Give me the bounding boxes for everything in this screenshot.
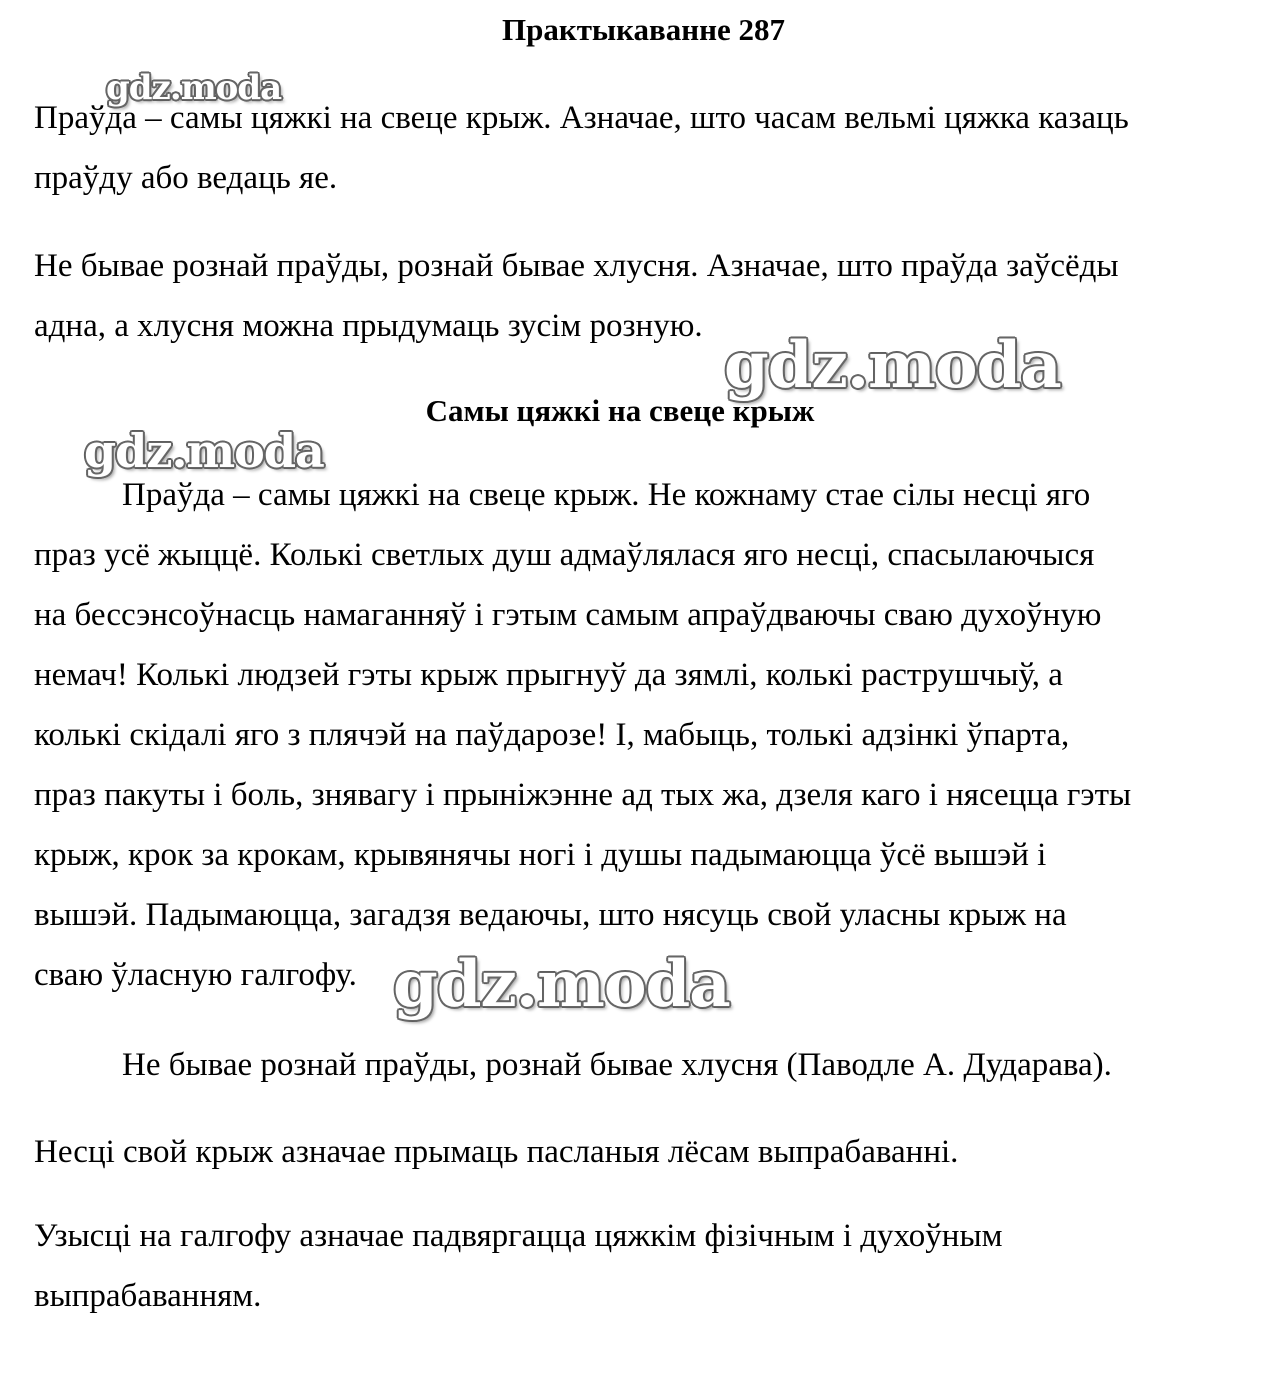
answer-1-line-1: Праўда – самы цяжкі на свеце крыж. Азначае, што часам вельмі цяжка казаць — [34, 100, 1129, 136]
text-line: праз усё жыццё. Колькі светлых душ адмаўлялася яго несці, спасылаючыся — [34, 537, 1095, 573]
text-line: на бессэнсоўнасць намаганняў і гэтым самым апраўдваючы сваю духоўную — [34, 597, 1102, 633]
answer-3-line: Несці свой крыж азначае прымаць пасланыя лёсам выпрабаванні. — [34, 1134, 959, 1170]
closing-paragraph — [34, 1035, 1259, 1095]
text-paragraph — [34, 465, 1259, 1005]
closing-line: Не бывае рознай праўды, рознай бывае хлусня (Паводле А. Дударава). — [122, 1047, 1112, 1083]
answer-1-line-2: праўду або ведаць яе. — [34, 160, 338, 196]
section-title: Самы цяжкі на свеце крыж — [425, 393, 815, 428]
answer-2-line-1: Не бывае рознай праўды, рознай бывае хлусня. Азначае, што праўда заўсёды — [34, 248, 1119, 284]
answer-4-line-2: выпрабаванням. — [34, 1278, 262, 1314]
text-line: вышэй. Падымаюцца, загадзя ведаючы, што нясуць свой уласны крыж на — [34, 897, 1067, 933]
watermark-logo: gdz.moda — [106, 68, 282, 108]
watermark-logo: gdz.moda — [724, 328, 1061, 403]
text-line: Праўда – самы цяжкі на свеце крыж. Не кожнаму стае сілы несці яго — [122, 477, 1091, 513]
text-line: сваю ўласную галгофу. — [34, 957, 357, 993]
watermark-logo: gdz.moda — [84, 424, 324, 478]
page-title: Практыкаванне 287 — [501, 12, 785, 47]
text-line: крыж, крок за крокам, крывянячы ногі і душы падымаюцца ўсё вышэй і — [34, 837, 1047, 873]
answer-paragraph-4 — [34, 1206, 1259, 1326]
text-line: немач! Колькі людзей гэты крыж прыгнуў да зямлі, колькі раструшчыў, а — [34, 657, 1063, 693]
text-line: колькі скідалі яго з плячэй на паўдарозе! І, мабыць, толькі адзінкі ўпарта, — [34, 717, 1070, 753]
answer-4-line-1: Узысці на галгофу азначае падвяргацца цяжкім фізічным і духоўным — [34, 1218, 1003, 1254]
answer-paragraph-3 — [34, 1122, 1259, 1182]
watermark-logo: gdz.moda — [393, 947, 730, 1022]
text-line: праз пакуты і боль, знявагу і прыніжэнне ад тых жа, дзеля каго і нясецца гэты — [34, 777, 1132, 813]
answer-paragraph-2 — [34, 236, 1259, 356]
answer-2-line-2: адна, а хлусня можна прыдумаць зусім розную. — [34, 308, 703, 344]
answer-paragraph-1 — [34, 88, 1259, 208]
